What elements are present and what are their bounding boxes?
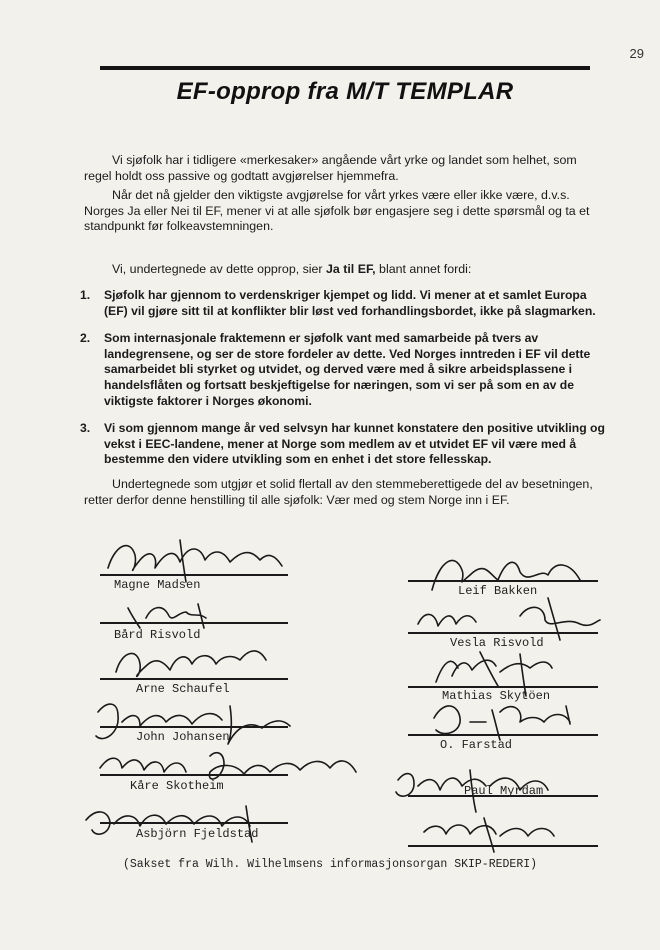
signatory-name: Leif Bakken bbox=[458, 584, 538, 598]
page-number: 29 bbox=[629, 46, 644, 61]
signature-line bbox=[100, 574, 288, 576]
page-title: EF-opprop fra M/T TEMPLAR bbox=[176, 78, 514, 105]
signature-line bbox=[100, 678, 288, 680]
closing-paragraph: Undertegnede som utgjør et solid flertall av den stemmeberettigede del av besetningen, retter derfor denne henstilling til alle sjøfolk: Vær med og stem Norge inn i EF. bbox=[84, 477, 593, 507]
signatory-name: Bård Risvold bbox=[114, 628, 201, 642]
signature-line bbox=[100, 822, 288, 824]
signatory-name: Vesla Risvold bbox=[450, 636, 544, 650]
signatory-name: Paul Myrdam bbox=[464, 784, 544, 798]
intro-paragraph-1: Vi sjøfolk har i tidligere «merkesaker» angående vårt yrke og landet som helhet, som regel holdt oss passive og godtatt avgjørelser hjemmefra. bbox=[84, 153, 577, 183]
lead-after: blant annet fordi: bbox=[375, 262, 472, 276]
point-number: 2. bbox=[80, 331, 91, 346]
signature-line bbox=[408, 734, 598, 736]
footer-source-note: (Sakset fra Wilh. Wilhelmsens informasjonsorgan SKIP-REDERI) bbox=[122, 858, 538, 871]
point-text: Sjøfolk har gjennom to verdenskriger kjempet og lidd. Vi mener at et samlet Europa (EF) vil gjøre sitt til at konflikter blir løst ved forhandlingsbordet, ikke på slagmarken. bbox=[104, 288, 596, 318]
point-text: Som internasjonale fraktemenn er sjøfolk vant med samarbeide på tvers av landegrensene, og ser de store fordeler av dette. Ved Norges inntreden i EF vil dette samarbeidet bli styrket og utvidet, og derved være med å sikre arbeidsplassene i handelsflåten og fortsatt beskjeftigelse for næringen, som vi ser på som en av de viktigste faktorer i Norges økonomi. bbox=[104, 331, 591, 408]
signature-line bbox=[100, 774, 288, 776]
signatory-name: John Johansen bbox=[136, 730, 230, 744]
lead-before: Vi, undertegnede av dette opprop, sier bbox=[112, 262, 327, 276]
signature-line bbox=[408, 845, 598, 847]
signatory-name: O. Farstad bbox=[440, 738, 513, 752]
signature-line bbox=[408, 686, 598, 688]
point-text: Vi som gjennom mange år ved selvsyn har kunnet konstatere den positive utvikling og vekst i EEC-landene, mener at Norge som medlem av et utvidet EF vil være med å bestemme den videre utvikling som en enhet i det store fellesskap. bbox=[104, 421, 605, 467]
point-number: 3. bbox=[80, 421, 91, 436]
signature-line bbox=[408, 632, 598, 634]
signature-line bbox=[100, 726, 288, 728]
signatory-name: Asbjörn Fjeldstad bbox=[136, 827, 259, 841]
signatory-name: Magne Madsen bbox=[114, 578, 201, 592]
signature-line bbox=[100, 622, 288, 624]
point-number: 1. bbox=[80, 288, 91, 302]
signatory-name: Arne Schaufel bbox=[136, 682, 230, 696]
lead-emphasis: Ja til EF, bbox=[326, 262, 376, 276]
intro-paragraph-2: Når det nå gjelder den viktigste avgjørelse for vårt yrkes være eller ikke være, d.v.s. Norges Ja eller Nei til EF, mener vi at alle sjøfolk bør engasjere seg i dette spørsmål og ta et standpunkt før folkeavstemningen. bbox=[84, 188, 590, 233]
signatory-name: Kåre Skotheim bbox=[130, 779, 224, 793]
signature-line bbox=[408, 580, 598, 582]
signatory-name: Mathias Skytöen bbox=[442, 689, 551, 703]
